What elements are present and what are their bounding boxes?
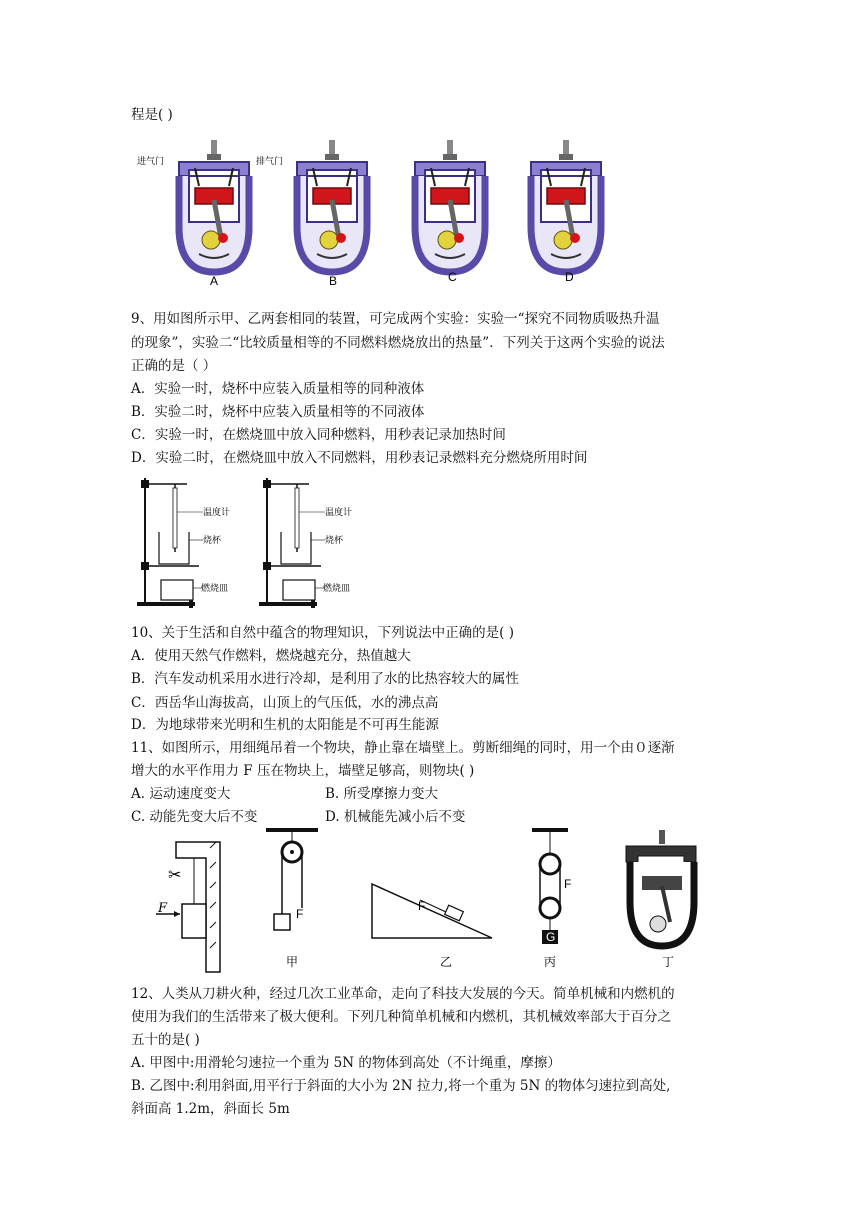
engine-stroke-figure [135,128,605,290]
q12-option-b: B. 乙图中:利用斜面,用平行于斜面的大小为 2N 拉力,将一个重为 5N 的物体匀速拉到高处, [131,1078,671,1094]
beaker-label-1: 烧杯 [203,536,222,546]
q12-option-a: A. 甲图中:用滑轮匀速拉一个重为 5N 的物体到高处（不计绳重，摩擦） [131,1055,561,1071]
q11-option-d: D. 机械能先减小后不变 [325,809,466,825]
wall-block-diagram [156,842,220,972]
weight-label: G [546,930,556,944]
q12-line-3: 五十的是( ) [131,1032,200,1048]
thermometer-label-1: 温度计 [203,508,231,518]
force-label-bing: F [564,877,572,891]
q9-option-b: B．实验二时，烧杯中应装入质量相等的不同液体 [131,404,425,420]
pulley-diagram-jia [266,828,318,969]
q10-option-b: B．汽车发动机采用水进行冷却，是利用了水的比热容较大的属性 [131,671,519,687]
scissors-icon: ✂ [168,865,182,884]
thermometer-label-2: 温度计 [325,508,353,518]
q11-option-c: C. 动能先变大后不变 [131,809,258,825]
q10-option-c: C．西岳华山海拔高，山顶上的气压低，水的沸点高 [131,695,439,711]
q12-line-1: 12、人类从刀耕火种，经过几次工业革命，走向了科技大发展的今天。简单机械和内燃机的 [131,986,675,1002]
q11-option-b: B. 所受摩擦力变大 [325,786,439,802]
q9-option-a: A．实验一时，烧杯中应装入质量相等的同种液体 [131,381,425,397]
q11-option-a: A. 运动速度变大 [131,786,231,802]
option-label-d: D [565,270,574,284]
q11-line-2: 增大的水平作用力 F 压在物块上，墙壁足够高，则物块( ) [131,763,475,779]
q10-option-d: D．为地球带来光明和生机的太阳能是不可再生能源 [131,717,439,733]
incline-diagram-yi [372,884,492,969]
simple-machines-figure [150,828,710,974]
caption-bing: 丙 [544,955,557,969]
q9-line-2: 的现象”，实验二“比较质量相等的不同燃料燃烧放出的热量”．下列关于这两个实验的说法 [131,335,665,351]
exhaust-valve-label: 排气门 [256,157,284,167]
q9-line-3: 正确的是（ ） [131,358,217,374]
q10-option-a: A．使用天然气作燃料，燃烧越充分，热值越大 [131,648,411,664]
pulley-diagram-bing [532,828,571,969]
q12-option-b-cont: 斜面高 1.2m，斜面长 5m [131,1101,290,1117]
heating-apparatus-figure [133,474,373,614]
dish-label-2: 燃烧皿 [323,584,351,594]
q9-option-c: C．实验一时，在燃烧皿中放入同种燃料，用秒表记录加热时间 [131,427,506,443]
q9-option-d: D．实验二时，在燃烧皿中放入不同燃料，用秒表记录燃料充分燃烧所用时间 [131,450,588,466]
caption-jia: 甲 [286,955,299,969]
force-label-jia: F [296,907,304,921]
q10-stem: 10、关于生活和自然中蕴含的物理知识，下列说法中正确的是( ) [131,625,515,641]
caption-ding: 丁 [662,955,675,969]
intake-valve-label: 进气门 [137,157,165,167]
caption-yi: 乙 [440,955,453,969]
q11-line-1: 11、如图所示，用细绳吊着一个物块，静止靠在墙壁上。剪断细绳的同时，用一个由０逐渐 [131,740,675,756]
q12-line-2: 使用为我们的生活带来了极大便利。下列几种简单机械和内燃机，其机械效率部大于百分之 [131,1009,671,1025]
beaker-label-2: 烧杯 [325,536,344,546]
engine-diagram-ding [626,830,696,969]
force-label-yi: F [418,899,426,913]
dish-label-1: 燃烧皿 [201,584,229,594]
option-label-a: A [210,274,219,288]
q8-tail-text: 程是( ) [131,107,173,123]
option-label-b: B [329,274,338,288]
q9-line-1: 9、用如图所示甲、乙两套相同的装置，可完成两个实验：实验一“探究不同物质吸热升温 [131,311,660,327]
option-label-c: C [448,270,457,284]
force-label-wall: F [158,901,168,916]
